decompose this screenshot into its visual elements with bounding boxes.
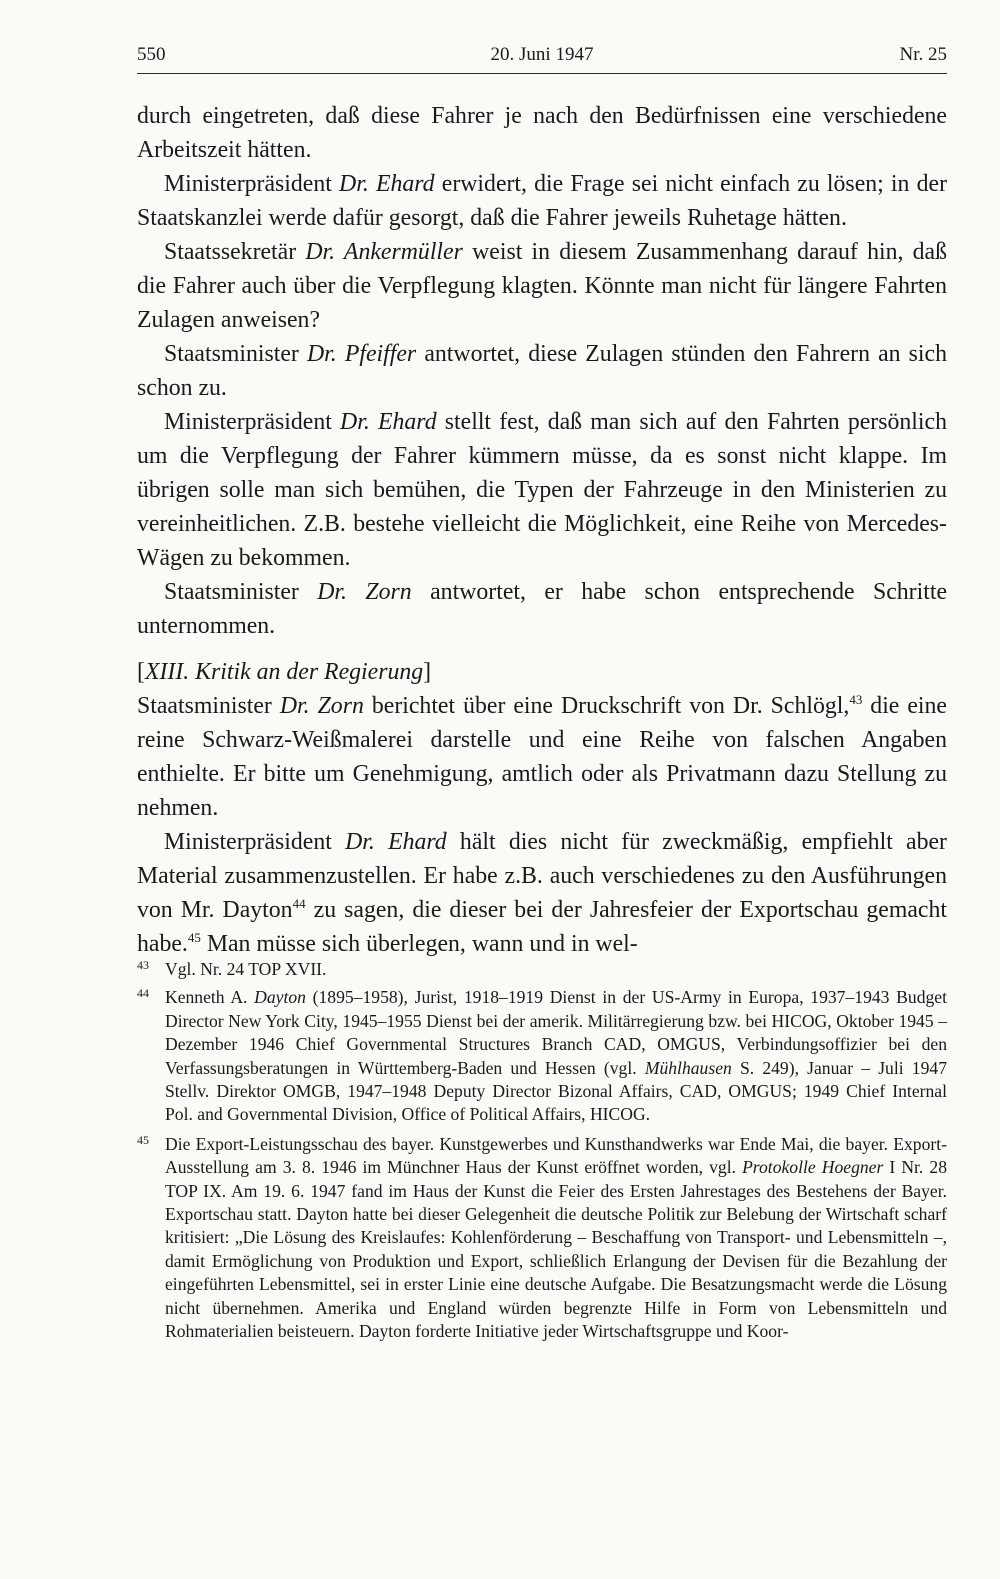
- footnote-citation: Mühlhausen: [644, 1057, 732, 1078]
- footnote-ref-44[interactable]: 44: [292, 896, 306, 911]
- speaker-name: Dr. Ehard: [340, 409, 437, 435]
- paragraph-text: stellt fest, daß man sich auf den Fahrten persönlich um die Verpflegung der Fahrer kümmern müsse, da es sonst nicht klappe. Im übrigen solle man sich bemühen, die Typen der Fahrzeuge in den Ministerien zu vereinheitlichen. Z.B. bestehe vielleicht die Möglichkeit, eine Reihe von Mercedes-Wägen zu bekommen.: [137, 409, 947, 571]
- speaker-title: Staatssekretär: [164, 239, 306, 265]
- footnote-text: S. 249), Januar – Juli 1947 Stellv. Direktor OMGB, 1947–1948 Deputy Director Bizonal Affairs, CAD, OMGUS; 1949 Chief Internal Pol. and Governmental Division, Office of Political Affairs, HICOG.: [165, 1057, 947, 1125]
- footnote-43: [137, 958, 947, 981]
- footnote-ref-43[interactable]: 43: [849, 692, 863, 707]
- heading-bracket-open: [: [137, 659, 145, 685]
- footnote-mark: 43: [137, 958, 149, 972]
- section-heading: [137, 655, 947, 689]
- footnote-text: Vgl. Nr. 24 TOP XVII.: [165, 959, 327, 979]
- paragraph-5: [137, 405, 947, 575]
- speaker-name: Dr. Ehard: [339, 171, 435, 197]
- heading-bracket-close: ]: [423, 659, 432, 685]
- paragraph-4: [137, 337, 947, 405]
- footnote-mark: 45: [137, 1132, 149, 1147]
- paragraph-text: weist in diesem Zusammenhang darauf hin, daß die Fahrer auch über die Verpflegung klagten. Könnte man nicht für längere Fahrten Zulagen anweisen?: [137, 239, 947, 333]
- paragraph-text: antwortet, diese Zulagen stünden den Fahrern an sich schon zu.: [137, 341, 947, 401]
- paragraph-text: Man müsse sich überlegen, wann und in wel-: [200, 931, 638, 957]
- footnote-45: [137, 1133, 947, 1344]
- header-rule: [137, 73, 947, 74]
- speaker-name: Dr. Ehard: [345, 829, 447, 855]
- paragraph-8: [137, 825, 947, 961]
- speaker-title: Ministerpräsident: [164, 171, 340, 197]
- footnote-citation: Protokolle Hoegner: [742, 1157, 884, 1178]
- main-text: [137, 99, 947, 961]
- paragraph-3: [137, 235, 947, 337]
- footnote-text: (1895–1958), Jurist, 1918–1919 Dienst in der US-Army in Europa, 1937–1943 Budget Director New York City, 1945–1955 Dienst bei der amerik. Militärregierung bzw. bei HICOG, Oktober 1945 – Dezember 1946 Chief Governmental Structures Branch CAD, OMGUS, Verbindungsoffizier bei den Verfassungsberatungen in Württemberg-Baden und Hessen (vgl.: [165, 987, 947, 1078]
- paragraph-text: zu sagen, die dieser bei der Jahresfeier der Exportschau gemacht habe.: [137, 897, 947, 957]
- page-number: 550: [137, 44, 166, 65]
- footnote-text: Die Export-Leistungsschau des bayer. Kunstgewerbes und Kunsthandwerks war Ende Mai, die bayer. Export-Ausstellung am 3. 8. 1946 im Münchner Haus der Kunst eröffnet worden, vgl.: [165, 1133, 947, 1178]
- speaker-title: Staatsminister: [164, 341, 307, 367]
- speaker-title: Staatsminister: [164, 579, 318, 605]
- footnote-text: Kenneth A.: [165, 987, 255, 1008]
- header-date: 20. Juni 1947: [490, 44, 594, 65]
- footnotes: [137, 958, 947, 1349]
- speaker-title: Ministerpräsident: [164, 409, 341, 435]
- paragraph-1: durch eingetreten, daß diese Fahrer je nach den Bedürfnissen eine verschiedene Arbeitszeit hätten.: [137, 103, 947, 163]
- paragraph-text: berichtet über eine Druckschrift von Dr. Schlögl,: [363, 693, 850, 719]
- footnote-text: I Nr. 28 TOP IX. Am 19. 6. 1947 fand im Haus der Kunst die Feier des Ersten Jahrestages des Bestehens der Bayer. Exportschau statt. Dayton hatte bei dieser Gelegenheit die deutsche Politik zur Belebung der Wirtschaft scharf kritisiert: „Die Lösung des Kreislaufes: Kohlenförderung – Beschaffung von Transport- und Lebensmitteln –, damit Ermöglichung von Produktion und Export, schließlich Erlangung der Devisen für die Bezahlung der eingeführten Lebensmittel, sei in erster Linie eine deutsche Aufgabe. Die Besatzungsmacht werde die Lösung nicht übernehmen. Amerika und England würden begrenzte Hilfe in Form von Lebensmitteln und Rohmaterialien beisteuern. Dayton forderte Initiative jeder Wirtschaftsgruppe und Koor-: [165, 1157, 948, 1342]
- paragraph-7: [137, 689, 947, 825]
- running-header: [137, 44, 947, 74]
- footnote-44: [137, 986, 947, 1126]
- heading-text: XIII. Kritik an der Regierung: [144, 659, 424, 685]
- paragraph-text: erwidert, die Frage sei nicht einfach zu lösen; in der Staatskanzlei werde dafür gesorgt, daß die Fahrer jeweils Ruhetage hätten.: [137, 171, 947, 231]
- speaker-name: Dr. Pfeiffer: [306, 341, 417, 367]
- speaker-name: Dr. Zorn: [317, 579, 412, 605]
- speaker-name: Dr. Zorn: [279, 693, 364, 719]
- paragraph-6: [137, 575, 947, 643]
- speaker-title: Staatsminister: [137, 693, 280, 719]
- footnote-name: Dayton: [254, 987, 306, 1008]
- paragraph-text: antwortet, er habe schon entsprechende Schritte unternommen.: [137, 579, 948, 639]
- footnote-mark: 44: [137, 986, 149, 1001]
- issue-number: Nr. 25: [899, 44, 947, 65]
- speaker-title: Ministerpräsident: [164, 829, 346, 855]
- paragraph-2: [137, 167, 947, 235]
- paragraph-text: die eine reine Schwarz-Weißmalerei darstelle und eine Reihe von falschen Angaben enthielte. Er bitte um Genehmigung, amtlich oder als Privatmann dazu Stellung zu nehmen.: [137, 693, 947, 821]
- paragraph-text: hält dies nicht für zweckmäßig, empfiehlt aber Material zusammenzustellen. Er habe z.B. auch verschiedenes zu den Ausführungen von Mr. Dayton: [137, 829, 947, 923]
- footnote-ref-45[interactable]: 45: [187, 930, 201, 945]
- speaker-name: Dr. Ankermüller: [305, 239, 463, 265]
